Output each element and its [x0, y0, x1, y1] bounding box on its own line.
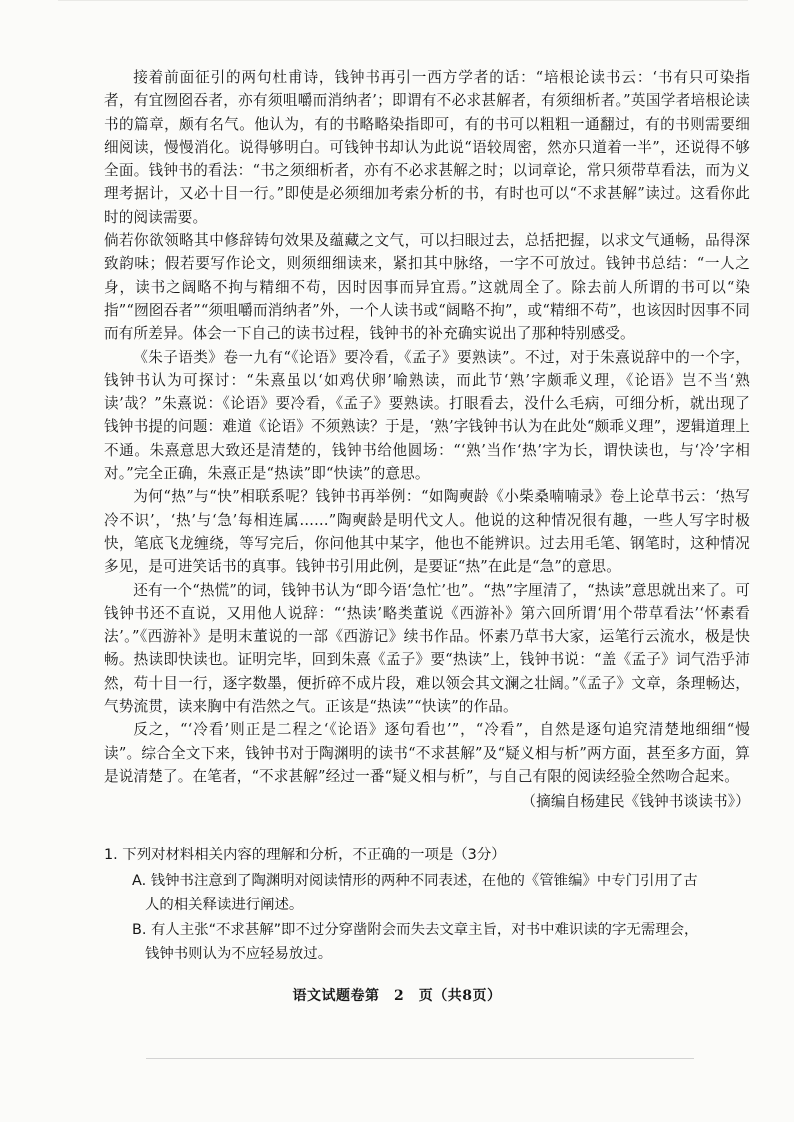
- passage-paragraph-1: 接着前面征引的两句杜甫诗，钱钟书再引一西方学者的话：“培根论读书云：‘书有只可染指者，有宜囫囵吞者，亦有须咀嚼而消纳者’；即谓有不必求甚解者，有须细析者。”英国学者培根论读书的篇章，颇有名气。他认为，有的书略略染指即可，有的书可以粗粗一通翻过，有的书则需要细细阅读，慢慢消化。说得够明白。可钱钟书却认为此说“语较周密，然亦只道着一半”，还说得不够全面。钱钟书的看法：“书之须细析者，亦有不必求甚解之时；以词章论，常只须带草看法，而为义理考据计，又必十目一行。”即使是必须细加考索分析的书，有时也可以“不求甚解”读过。这看你此时的阅读需要。: [104, 69, 750, 226]
- page-footer: 语文试题卷第 2 页（共8页）: [292, 988, 502, 1004]
- question-1-option-a: [132, 870, 754, 918]
- option-a-line-1: A. 钱钟书注意到了陶渊明对阅读情形的两种不同表述，在他的《管锥编》中专门引用了古: [132, 872, 698, 889]
- option-b-line-2: 钱钟书则认为不应轻易放过。: [145, 946, 333, 963]
- option-a-line-2: 人的相关释读进行阐述。: [145, 896, 304, 913]
- question-1-stem: 1. 下列对材料相关内容的理解和分析，不正确的一项是（3分）: [104, 847, 506, 863]
- passage-paragraph-5: 还有一个“热慌”的词，钱钟书认为“即今语‘急忙’也”。“热”字厘清了，“热读”意思就出来了。可钱钟书还不直说，又用他人说辞：“‘热读’略类董说《西游补》第六回所谓‘用个带草看法’‘怀素看法’。”《西游补》是明末董说的一部《西游记》续书作品。怀素乃草书大家，运笔行云流水，极是快畅。热读即快读也。证明完毕，回到朱熹《孟子》要“热读”上，钱钟书说：“盖《孟子》词气浩乎沛然，苟十目一行，逐字数墨，便折碎不成片段，难以领会其文澜之壮阔。”《孟子》文章，条理畅达，气势流贯，读来胸中有浩然之气。正该是“热读”“快读”的作品。: [104, 581, 750, 716]
- footer-rule: [146, 1058, 694, 1059]
- passage-paragraph-2: 倘若你欲领略其中修辞铸句效果及蕴藏之文气，可以扫眼过去，总括把握，以求文气通畅，品得深致韵味；假若要写作论文，则须细细读来，紧扣其中脉络，一字不可放过。钱钟书总结：“一人之身，读书之阔略不拘与精细不苟，因时因事而异宜焉。”这就周全了。除去前人所谓的书可以“染指”“囫囵吞者”“须咀嚼而消纳者”外，一个人读书或“阔略不拘”，或“精细不苟”，也该因时因事不同而有所差异。体会一下自己的读书过程，钱钟书的补充确实说出了那种特别感受。: [104, 232, 750, 343]
- passage-paragraph-4: 为何“热”与“快”相联系呢？钱钟书再举例：“如陶奭龄《小柴桑喃喃录》卷上论草书云：‘热写冷不识’，‘热’与‘急’每相连属……”陶奭龄是明代文人。他说的这种情况很有趣，一些人写字时极快，笔底飞龙缠绕，等写完后，你问他其中某字，他也不能辨识。过去用毛笔、钢笔时，这种情况多见，是可进笑话书的真事。钱钟书引用此例，是要证“热”在此是“急”的意思。: [104, 488, 750, 576]
- option-b-line-1: B. 有人主张“不求甚解”即不过分穿凿附会而失去文章主旨，对书中难识读的字无需理会，: [132, 922, 699, 939]
- passage-source: （摘编自杨建民《钱钟书谈读书》）: [521, 793, 750, 811]
- question-block: [104, 844, 754, 969]
- scan-edge-line: [58, 0, 748, 1]
- question-1-option-b: [132, 919, 754, 967]
- passage-paragraph-6: 反之，“‘冷看’则正是二程之‘《论语》逐句看也’”，“冷看”，自然是逐句追究清楚地细细“慢读”。综合全文下来，钱钟书对于陶渊明的读书“不求甚解”及“疑义相与析”两方面，甚至多方面，算是说清楚了。在笔者，“不求甚解”经过一番“疑义相与析”，与自己有限的阅读经验全然吻合起来。: [104, 721, 750, 785]
- passage-paragraph-3: 《朱子语类》卷一九有“《论语》要冷看，《孟子》要熟读”。不过，对于朱熹说辞中的一个字，钱钟书认为可探讨：“朱熹虽以‘如鸡伏卵’喻熟读，而此节‘熟’字颇乖义理，《论语》岂不当‘熟读’哉？”朱熹说：《论语》要冷看，《孟子》要熟读。打眼看去，没什么毛病，可细分析，就出现了钱钟书提的问题：难道《论语》不须熟读？于是，‘熟’字钱钟书认为在此处“颇乖义理”，逻辑道理上不通。朱熹意思大致还是清楚的，钱钟书给他圆场：“‘熟’当作‘热’字为长，谓快读也，与‘冷’字相对。”完全正确，朱熹正是“热读”即“快读”的意思。: [104, 348, 750, 483]
- reading-passage: [104, 66, 750, 814]
